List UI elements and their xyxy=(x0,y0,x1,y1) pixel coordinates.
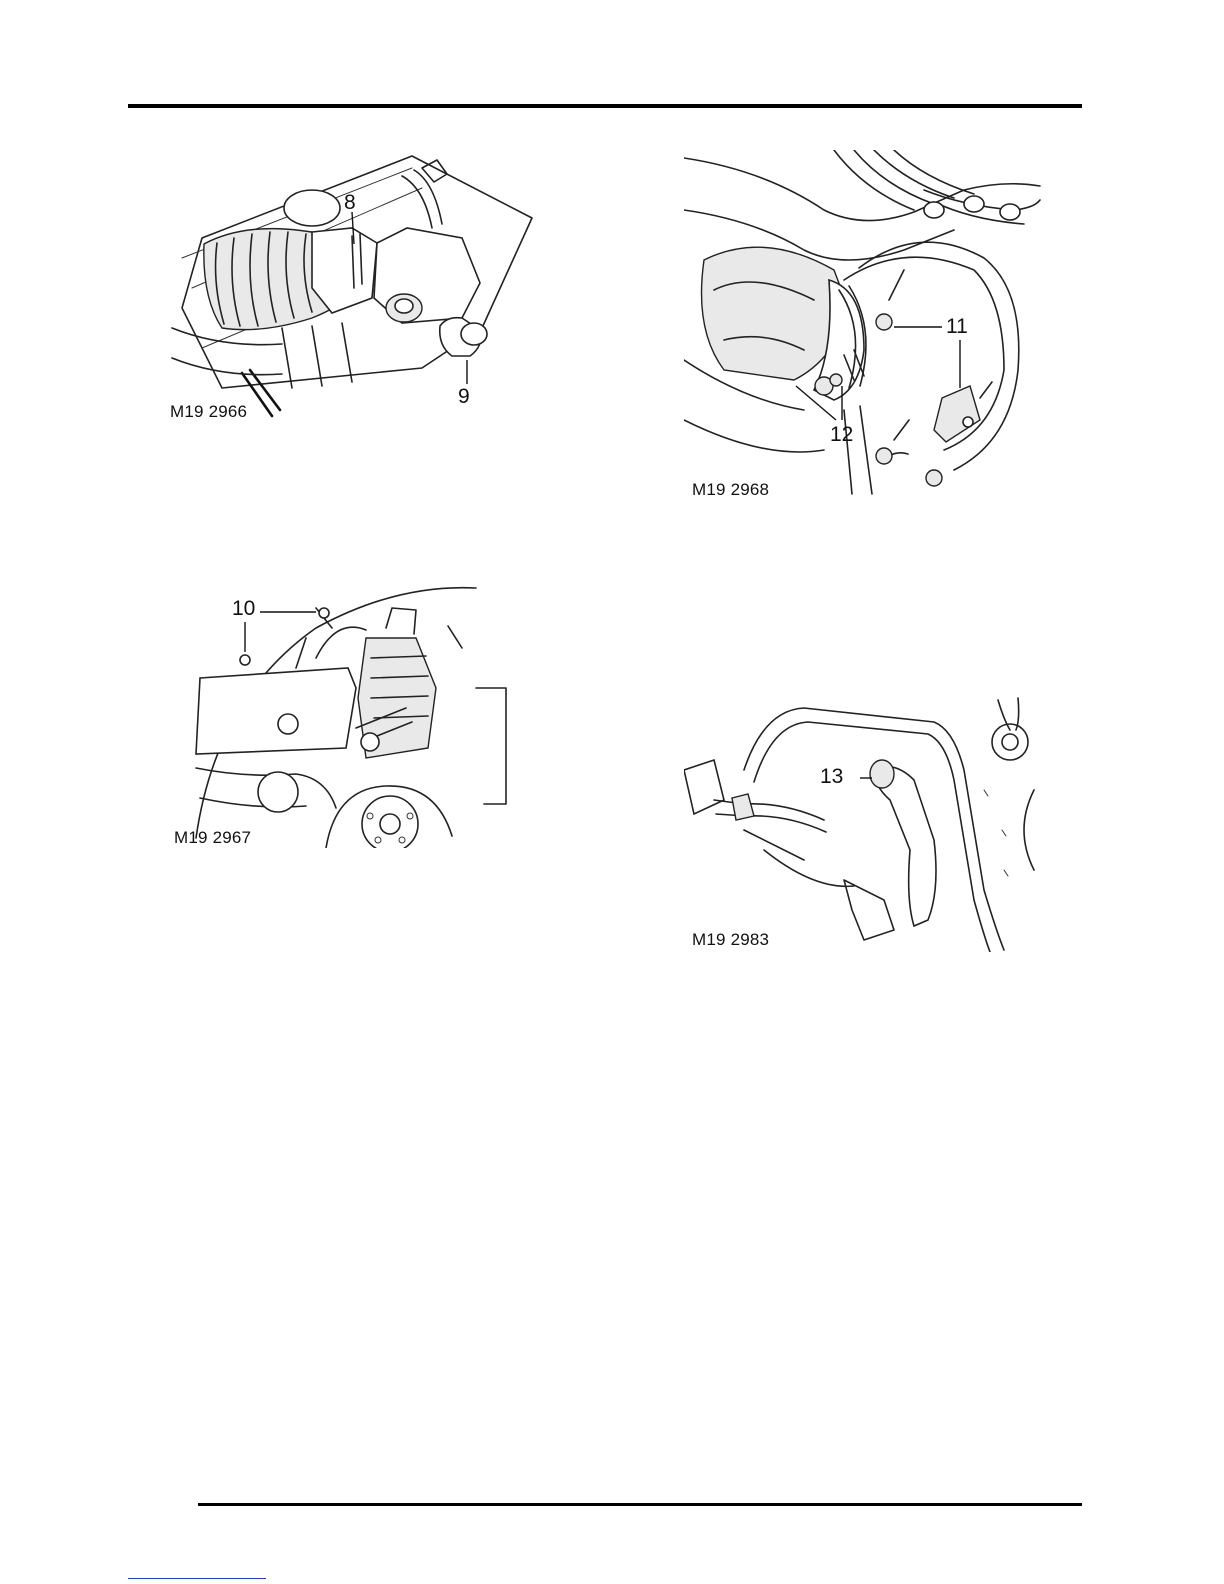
figure-caption: M19 2966 xyxy=(170,402,248,421)
header-rule xyxy=(128,104,1082,108)
callout-12: 12 xyxy=(830,423,854,446)
figure-m19-2966 xyxy=(162,148,542,428)
callout-10: 10 xyxy=(232,597,256,620)
callout-11: 11 xyxy=(946,315,968,338)
callout-13: 13 xyxy=(820,765,844,788)
callout-9: 9 xyxy=(458,385,470,408)
illustration-wheel-arch-liner xyxy=(166,578,516,848)
illustration-exhaust-mounting xyxy=(684,150,1044,500)
footer-rule xyxy=(198,1503,1082,1506)
figure-caption: M19 2983 xyxy=(692,930,770,949)
illustration-coolant-hose-clip xyxy=(684,690,1044,952)
illustration-air-intake-hose xyxy=(162,148,542,428)
callout-8: 8 xyxy=(344,191,356,214)
figure-caption: M19 2968 xyxy=(692,480,770,499)
figure-m19-2983 xyxy=(684,690,1044,952)
figure-caption: M19 2967 xyxy=(174,828,252,847)
footer-link-underline[interactable] xyxy=(128,1578,266,1579)
figure-m19-2967 xyxy=(166,578,516,848)
figure-m19-2968 xyxy=(684,150,1044,500)
